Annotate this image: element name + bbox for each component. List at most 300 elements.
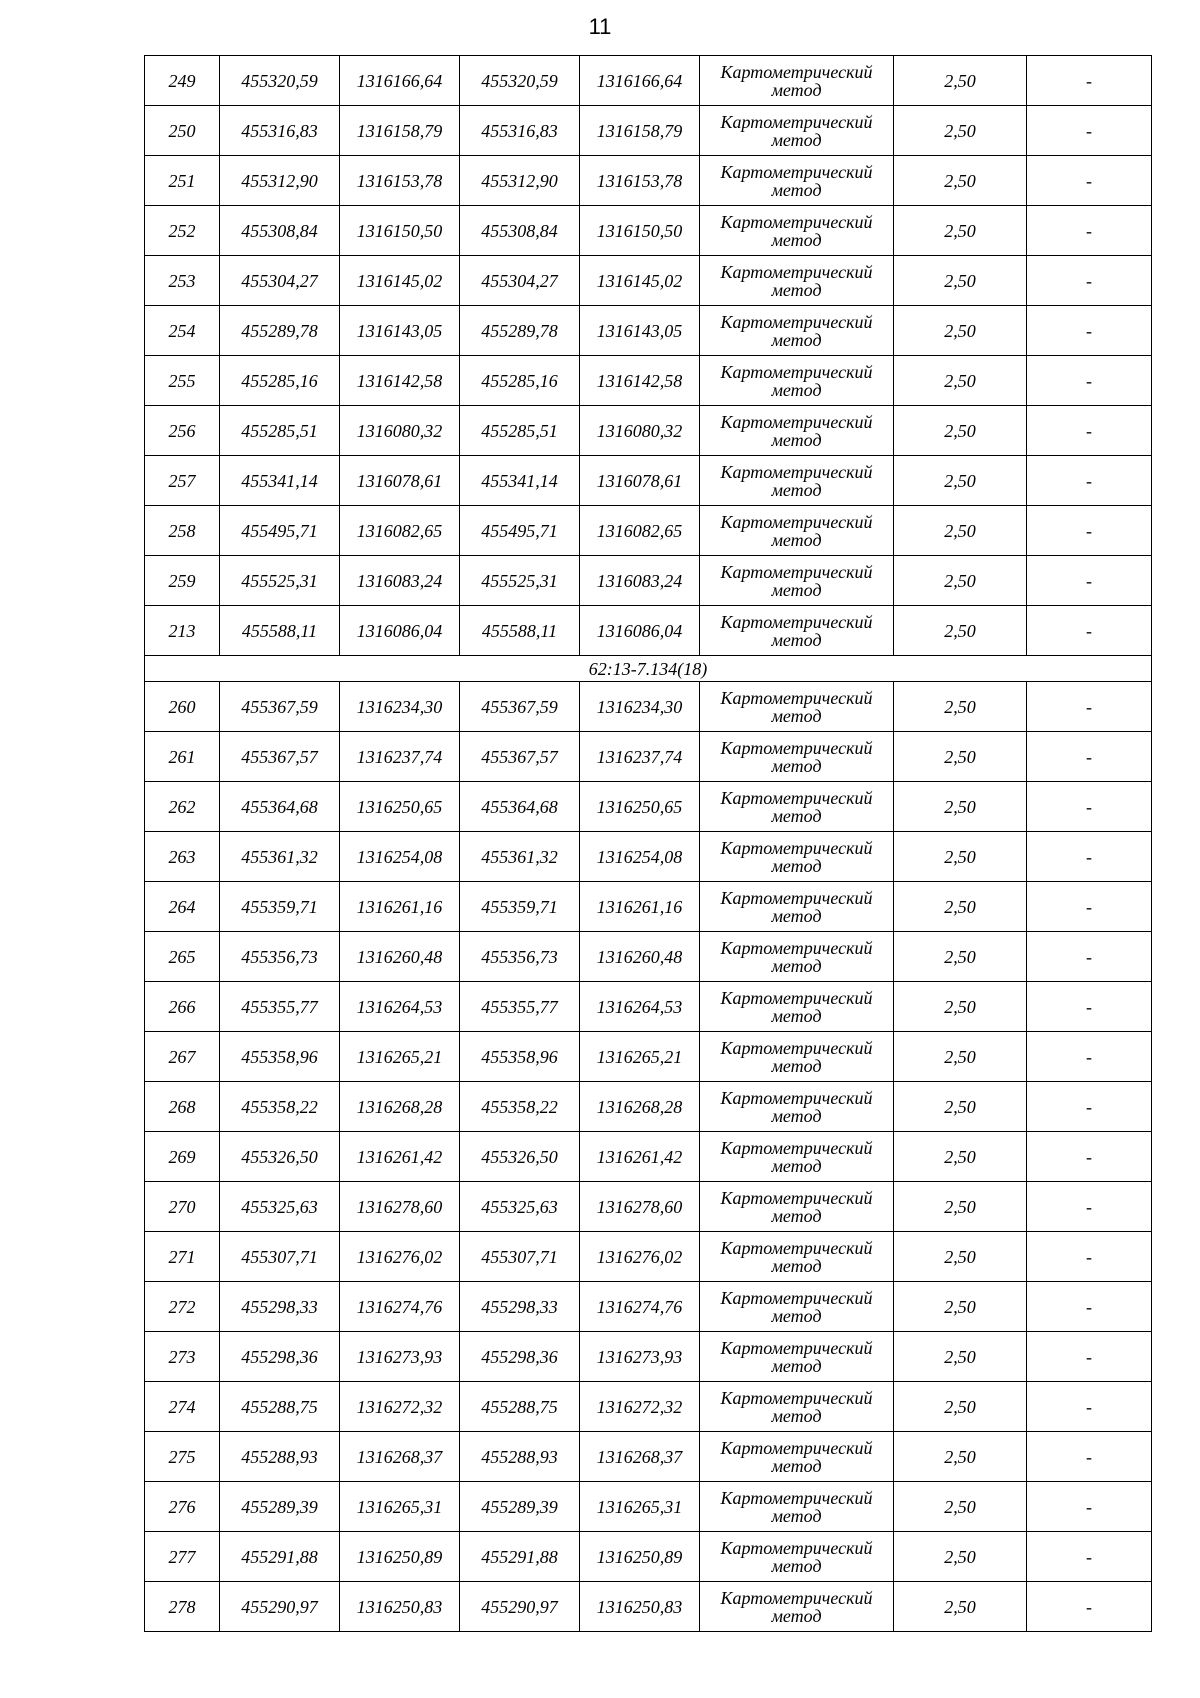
point-number-cell: 257 (145, 456, 220, 506)
y-new-cell: 1316086,04 (580, 606, 700, 656)
note-cell: - (1027, 732, 1152, 782)
accuracy-cell: 2,50 (894, 1082, 1027, 1132)
y-old-cell: 1316260,48 (340, 932, 460, 982)
table-row (145, 982, 1152, 1032)
x-old-cell: 455356,73 (220, 932, 340, 982)
method-line-1: Картометрический (720, 211, 873, 232)
accuracy-cell: 2,50 (894, 832, 1027, 882)
note-cell: - (1027, 456, 1152, 506)
accuracy-cell: 2,50 (894, 882, 1027, 932)
method-line-2: метод (771, 529, 822, 550)
method-line-2: метод (771, 1005, 822, 1026)
method-cell (700, 1332, 894, 1382)
point-number-cell: 250 (145, 106, 220, 156)
x-new-cell: 455495,71 (460, 506, 580, 556)
y-old-cell: 1316250,83 (340, 1582, 460, 1632)
y-new-cell: 1316276,02 (580, 1232, 700, 1282)
table-row (145, 732, 1152, 782)
x-new-cell: 455320,59 (460, 56, 580, 106)
y-new-cell: 1316083,24 (580, 556, 700, 606)
accuracy-cell: 2,50 (894, 306, 1027, 356)
accuracy-cell: 2,50 (894, 1432, 1027, 1482)
point-number-cell: 264 (145, 882, 220, 932)
x-old-cell: 455359,71 (220, 882, 340, 932)
y-old-cell: 1316273,93 (340, 1332, 460, 1382)
method-cell (700, 406, 894, 456)
method-line-1: Картометрический (720, 987, 873, 1008)
accuracy-cell: 2,50 (894, 732, 1027, 782)
y-old-cell: 1316268,37 (340, 1432, 460, 1482)
note-cell: - (1027, 106, 1152, 156)
point-number-cell: 263 (145, 832, 220, 882)
point-number-cell: 265 (145, 932, 220, 982)
table-row (145, 1182, 1152, 1232)
method-line-1: Картометрический (720, 787, 873, 808)
method-line-1: Картометрический (720, 511, 873, 532)
method-line-2: метод (771, 1105, 822, 1126)
x-old-cell: 455291,88 (220, 1532, 340, 1582)
point-number-cell: 262 (145, 782, 220, 832)
table-row (145, 106, 1152, 156)
y-old-cell: 1316158,79 (340, 106, 460, 156)
method-line-1: Картометрический (720, 1087, 873, 1108)
x-new-cell: 455285,51 (460, 406, 580, 456)
accuracy-cell: 2,50 (894, 106, 1027, 156)
point-number-cell: 269 (145, 1132, 220, 1182)
y-old-cell: 1316078,61 (340, 456, 460, 506)
accuracy-cell: 2,50 (894, 1182, 1027, 1232)
y-new-cell: 1316272,32 (580, 1382, 700, 1432)
x-old-cell: 455298,33 (220, 1282, 340, 1332)
method-cell (700, 932, 894, 982)
x-old-cell: 455290,97 (220, 1582, 340, 1632)
accuracy-cell: 2,50 (894, 782, 1027, 832)
method-line-1: Картометрический (720, 161, 873, 182)
y-old-cell: 1316080,32 (340, 406, 460, 456)
point-number-cell: 266 (145, 982, 220, 1032)
x-old-cell: 455289,78 (220, 306, 340, 356)
point-number-cell: 277 (145, 1532, 220, 1582)
method-cell (700, 1282, 894, 1332)
table-row (145, 1432, 1152, 1482)
table-row (145, 56, 1152, 106)
table-row (145, 406, 1152, 456)
x-new-cell: 455364,68 (460, 782, 580, 832)
accuracy-cell: 2,50 (894, 1032, 1027, 1082)
method-line-2: метод (771, 429, 822, 450)
x-new-cell: 455288,93 (460, 1432, 580, 1482)
section-row (145, 656, 1152, 682)
table-row (145, 682, 1152, 732)
method-cell (700, 732, 894, 782)
x-old-cell: 455288,93 (220, 1432, 340, 1482)
x-new-cell: 455359,71 (460, 882, 580, 932)
x-old-cell: 455361,32 (220, 832, 340, 882)
method-cell (700, 606, 894, 656)
point-number-cell: 267 (145, 1032, 220, 1082)
method-cell (700, 682, 894, 732)
accuracy-cell: 2,50 (894, 206, 1027, 256)
y-old-cell: 1316082,65 (340, 506, 460, 556)
method-line-2: метод (771, 1455, 822, 1476)
accuracy-cell: 2,50 (894, 982, 1027, 1032)
y-new-cell: 1316237,74 (580, 732, 700, 782)
x-new-cell: 455289,78 (460, 306, 580, 356)
accuracy-cell: 2,50 (894, 1582, 1027, 1632)
method-line-1: Картометрический (720, 561, 873, 582)
point-number-cell: 255 (145, 356, 220, 406)
y-new-cell: 1316082,65 (580, 506, 700, 556)
y-old-cell: 1316268,28 (340, 1082, 460, 1132)
y-old-cell: 1316237,74 (340, 732, 460, 782)
note-cell: - (1027, 206, 1152, 256)
x-new-cell: 455308,84 (460, 206, 580, 256)
x-old-cell: 455367,59 (220, 682, 340, 732)
x-new-cell: 455358,22 (460, 1082, 580, 1132)
method-line-1: Картометрический (720, 1337, 873, 1358)
x-new-cell: 455326,50 (460, 1132, 580, 1182)
method-line-2: метод (771, 955, 822, 976)
point-number-cell: 259 (145, 556, 220, 606)
y-new-cell: 1316153,78 (580, 156, 700, 206)
coordinates-table (144, 55, 1152, 1632)
x-old-cell: 455325,63 (220, 1182, 340, 1232)
point-number-cell: 258 (145, 506, 220, 556)
y-old-cell: 1316250,65 (340, 782, 460, 832)
method-cell (700, 1182, 894, 1232)
y-old-cell: 1316166,64 (340, 56, 460, 106)
table-row (145, 456, 1152, 506)
table-row (145, 1232, 1152, 1282)
accuracy-cell: 2,50 (894, 456, 1027, 506)
note-cell: - (1027, 982, 1152, 1032)
method-cell (700, 782, 894, 832)
x-old-cell: 455495,71 (220, 506, 340, 556)
point-number-cell: 274 (145, 1382, 220, 1432)
note-cell: - (1027, 882, 1152, 932)
table-row (145, 306, 1152, 356)
method-line-1: Картометрический (720, 1237, 873, 1258)
method-cell (700, 1232, 894, 1282)
section-title: 62:13-7.134(18) (145, 656, 1152, 682)
x-old-cell: 455525,31 (220, 556, 340, 606)
x-new-cell: 455289,39 (460, 1482, 580, 1532)
method-line-1: Картометрический (720, 411, 873, 432)
method-cell (700, 832, 894, 882)
method-line-1: Картометрический (720, 361, 873, 382)
method-line-1: Картометрический (720, 1437, 873, 1458)
note-cell: - (1027, 1182, 1152, 1232)
method-line-2: метод (771, 229, 822, 250)
method-line-1: Картометрический (720, 937, 873, 958)
method-line-1: Картометрический (720, 1537, 873, 1558)
x-old-cell: 455326,50 (220, 1132, 340, 1182)
x-new-cell: 455356,73 (460, 932, 580, 982)
y-old-cell: 1316143,05 (340, 306, 460, 356)
x-new-cell: 455304,27 (460, 256, 580, 306)
method-cell (700, 1582, 894, 1632)
method-line-1: Картометрический (720, 1037, 873, 1058)
y-new-cell: 1316143,05 (580, 306, 700, 356)
accuracy-cell: 2,50 (894, 56, 1027, 106)
method-line-1: Картометрический (720, 1387, 873, 1408)
note-cell: - (1027, 356, 1152, 406)
y-new-cell: 1316254,08 (580, 832, 700, 882)
x-new-cell: 455341,14 (460, 456, 580, 506)
x-new-cell: 455307,71 (460, 1232, 580, 1282)
note-cell: - (1027, 1082, 1152, 1132)
accuracy-cell: 2,50 (894, 1132, 1027, 1182)
x-old-cell: 455288,75 (220, 1382, 340, 1432)
x-new-cell: 455298,33 (460, 1282, 580, 1332)
method-line-2: метод (771, 1355, 822, 1376)
note-cell: - (1027, 256, 1152, 306)
x-old-cell: 455307,71 (220, 1232, 340, 1282)
point-number-cell: 253 (145, 256, 220, 306)
note-cell: - (1027, 1332, 1152, 1382)
y-old-cell: 1316086,04 (340, 606, 460, 656)
accuracy-cell: 2,50 (894, 356, 1027, 406)
method-line-2: метод (771, 279, 822, 300)
y-new-cell: 1316078,61 (580, 456, 700, 506)
method-cell (700, 206, 894, 256)
y-new-cell: 1316250,65 (580, 782, 700, 832)
method-line-2: метод (771, 329, 822, 350)
accuracy-cell: 2,50 (894, 406, 1027, 456)
x-new-cell: 455316,83 (460, 106, 580, 156)
y-old-cell: 1316261,42 (340, 1132, 460, 1182)
table-row (145, 256, 1152, 306)
method-line-2: метод (771, 855, 822, 876)
x-old-cell: 455285,16 (220, 356, 340, 406)
x-new-cell: 455358,96 (460, 1032, 580, 1082)
method-line-2: метод (771, 579, 822, 600)
y-old-cell: 1316265,21 (340, 1032, 460, 1082)
y-new-cell: 1316261,16 (580, 882, 700, 932)
method-line-2: метод (771, 705, 822, 726)
y-new-cell: 1316158,79 (580, 106, 700, 156)
table-row (145, 1032, 1152, 1082)
method-line-2: метод (771, 1255, 822, 1276)
note-cell: - (1027, 156, 1152, 206)
point-number-cell: 272 (145, 1282, 220, 1332)
accuracy-cell: 2,50 (894, 156, 1027, 206)
y-new-cell: 1316145,02 (580, 256, 700, 306)
point-number-cell: 273 (145, 1332, 220, 1382)
y-old-cell: 1316276,02 (340, 1232, 460, 1282)
note-cell: - (1027, 1532, 1152, 1582)
table-row (145, 782, 1152, 832)
note-cell: - (1027, 1582, 1152, 1632)
x-old-cell: 455320,59 (220, 56, 340, 106)
note-cell: - (1027, 56, 1152, 106)
y-new-cell: 1316261,42 (580, 1132, 700, 1182)
method-line-1: Картометрический (720, 1137, 873, 1158)
method-line-1: Картометрический (720, 611, 873, 632)
x-old-cell: 455289,39 (220, 1482, 340, 1532)
x-old-cell: 455316,83 (220, 106, 340, 156)
method-cell (700, 982, 894, 1032)
x-old-cell: 455285,51 (220, 406, 340, 456)
y-new-cell: 1316265,31 (580, 1482, 700, 1532)
y-old-cell: 1316234,30 (340, 682, 460, 732)
note-cell: - (1027, 932, 1152, 982)
method-line-2: метод (771, 179, 822, 200)
accuracy-cell: 2,50 (894, 506, 1027, 556)
table-row (145, 832, 1152, 882)
y-old-cell: 1316254,08 (340, 832, 460, 882)
method-line-2: метод (771, 755, 822, 776)
note-cell: - (1027, 1032, 1152, 1082)
table-row (145, 606, 1152, 656)
x-old-cell: 455298,36 (220, 1332, 340, 1382)
x-old-cell: 455308,84 (220, 206, 340, 256)
table-row (145, 1282, 1152, 1332)
y-new-cell: 1316166,64 (580, 56, 700, 106)
method-line-2: метод (771, 1205, 822, 1226)
point-number-cell: 278 (145, 1582, 220, 1632)
method-line-1: Картометрический (720, 837, 873, 858)
method-cell (700, 306, 894, 356)
point-number-cell: 261 (145, 732, 220, 782)
accuracy-cell: 2,50 (894, 682, 1027, 732)
x-old-cell: 455588,11 (220, 606, 340, 656)
method-cell (700, 1532, 894, 1582)
x-new-cell: 455355,77 (460, 982, 580, 1032)
method-cell (700, 1432, 894, 1482)
accuracy-cell: 2,50 (894, 556, 1027, 606)
x-new-cell: 455367,57 (460, 732, 580, 782)
y-new-cell: 1316268,37 (580, 1432, 700, 1482)
x-old-cell: 455358,22 (220, 1082, 340, 1132)
y-new-cell: 1316080,32 (580, 406, 700, 456)
point-number-cell: 271 (145, 1232, 220, 1282)
note-cell: - (1027, 682, 1152, 732)
note-cell: - (1027, 406, 1152, 456)
y-new-cell: 1316273,93 (580, 1332, 700, 1382)
note-cell: - (1027, 556, 1152, 606)
y-new-cell: 1316268,28 (580, 1082, 700, 1132)
note-cell: - (1027, 306, 1152, 356)
method-cell (700, 882, 894, 932)
y-old-cell: 1316272,32 (340, 1382, 460, 1432)
method-cell (700, 1482, 894, 1532)
y-old-cell: 1316083,24 (340, 556, 460, 606)
table-row (145, 1082, 1152, 1132)
x-new-cell: 455325,63 (460, 1182, 580, 1232)
y-new-cell: 1316142,58 (580, 356, 700, 406)
method-line-2: метод (771, 1055, 822, 1076)
method-line-1: Картометрический (720, 887, 873, 908)
method-line-2: метод (771, 1505, 822, 1526)
method-line-2: метод (771, 1605, 822, 1626)
method-cell (700, 256, 894, 306)
x-new-cell: 455288,75 (460, 1382, 580, 1432)
method-cell (700, 506, 894, 556)
method-line-1: Картометрический (720, 1487, 873, 1508)
note-cell: - (1027, 832, 1152, 882)
x-new-cell: 455588,11 (460, 606, 580, 656)
y-old-cell: 1316265,31 (340, 1482, 460, 1532)
method-line-2: метод (771, 1555, 822, 1576)
accuracy-cell: 2,50 (894, 932, 1027, 982)
table-row (145, 932, 1152, 982)
point-number-cell: 249 (145, 56, 220, 106)
table-row (145, 506, 1152, 556)
accuracy-cell: 2,50 (894, 1482, 1027, 1532)
method-cell (700, 106, 894, 156)
method-cell (700, 356, 894, 406)
x-new-cell: 455291,88 (460, 1532, 580, 1582)
y-old-cell: 1316142,58 (340, 356, 460, 406)
accuracy-cell: 2,50 (894, 256, 1027, 306)
method-line-2: метод (771, 1405, 822, 1426)
point-number-cell: 268 (145, 1082, 220, 1132)
table-row (145, 882, 1152, 932)
table-row (145, 206, 1152, 256)
table-row (145, 1532, 1152, 1582)
method-line-2: метод (771, 479, 822, 500)
accuracy-cell: 2,50 (894, 1282, 1027, 1332)
table-row (145, 1132, 1152, 1182)
point-number-cell: 213 (145, 606, 220, 656)
method-line-1: Картометрический (720, 311, 873, 332)
note-cell: - (1027, 1232, 1152, 1282)
method-line-1: Картометрический (720, 1587, 873, 1608)
note-cell: - (1027, 1282, 1152, 1332)
y-new-cell: 1316250,89 (580, 1532, 700, 1582)
method-line-2: метод (771, 379, 822, 400)
table-row (145, 356, 1152, 406)
method-cell (700, 56, 894, 106)
y-new-cell: 1316265,21 (580, 1032, 700, 1082)
x-old-cell: 455364,68 (220, 782, 340, 832)
x-new-cell: 455361,32 (460, 832, 580, 882)
y-new-cell: 1316250,83 (580, 1582, 700, 1632)
x-new-cell: 455367,59 (460, 682, 580, 732)
note-cell: - (1027, 1482, 1152, 1532)
y-new-cell: 1316260,48 (580, 932, 700, 982)
method-line-2: метод (771, 629, 822, 650)
method-cell (700, 156, 894, 206)
page-number: 11 (588, 14, 612, 39)
method-line-1: Картометрический (720, 687, 873, 708)
method-line-2: метод (771, 905, 822, 926)
method-line-1: Картометрический (720, 737, 873, 758)
method-cell (700, 1082, 894, 1132)
method-line-1: Картометрический (720, 461, 873, 482)
x-new-cell: 455525,31 (460, 556, 580, 606)
accuracy-cell: 2,50 (894, 1532, 1027, 1582)
y-old-cell: 1316153,78 (340, 156, 460, 206)
method-cell (700, 456, 894, 506)
accuracy-cell: 2,50 (894, 1332, 1027, 1382)
method-line-2: метод (771, 79, 822, 100)
table-row (145, 1482, 1152, 1532)
method-line-2: метод (771, 1155, 822, 1176)
table-row (145, 556, 1152, 606)
x-old-cell: 455367,57 (220, 732, 340, 782)
point-number-cell: 256 (145, 406, 220, 456)
point-number-cell: 275 (145, 1432, 220, 1482)
x-new-cell: 455312,90 (460, 156, 580, 206)
x-old-cell: 455341,14 (220, 456, 340, 506)
method-line-1: Картометрический (720, 1287, 873, 1308)
note-cell: - (1027, 1382, 1152, 1432)
method-line-1: Картометрический (720, 261, 873, 282)
point-number-cell: 252 (145, 206, 220, 256)
y-old-cell: 1316250,89 (340, 1532, 460, 1582)
